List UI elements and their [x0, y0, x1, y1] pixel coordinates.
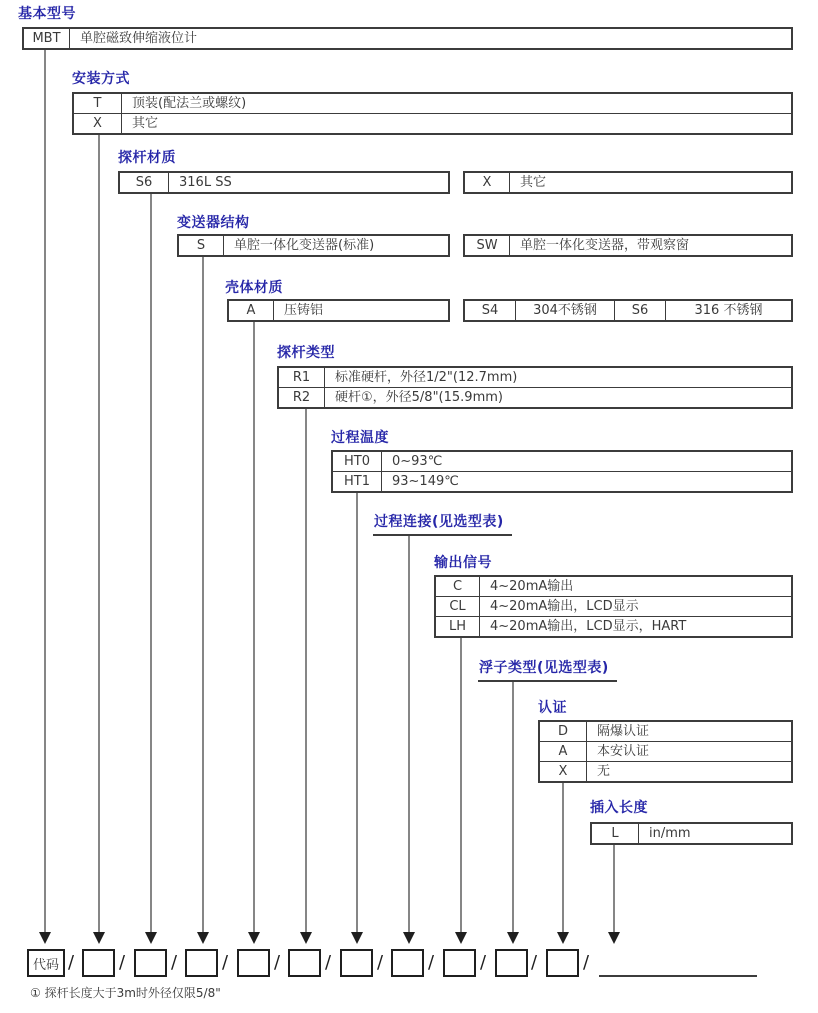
table-row	[465, 301, 791, 320]
table-row	[465, 173, 791, 192]
desc-cell: 本安认证	[597, 744, 650, 759]
connector-line-mounting	[98, 134, 100, 932]
table-row	[333, 471, 791, 491]
desc-cell: 隔爆认证	[597, 724, 650, 739]
code-cell: LH	[436, 617, 480, 636]
section-title-process-connection: 过程连接(见选型表)	[373, 511, 512, 536]
desc-cell: in/mm	[649, 826, 691, 841]
down-arrow-icon	[39, 932, 51, 944]
desc-cell: 标准硬杆，外径1/2"(12.7mm)	[335, 370, 518, 385]
connector-line-transmitter-structure	[202, 255, 204, 932]
section-title-insertion-length: 插入长度	[590, 800, 648, 816]
section-title-basic-model: 基本型号	[18, 6, 76, 22]
code-cell: R2	[279, 388, 325, 407]
code-cell: C	[436, 577, 480, 596]
table-row	[333, 452, 791, 471]
table-row	[540, 722, 791, 741]
code-cell: A	[229, 301, 274, 320]
desc-cell: 压铸铝	[284, 303, 324, 318]
down-arrow-icon	[93, 932, 105, 944]
section-title-probe-type: 探杆类型	[277, 345, 335, 361]
table-row	[436, 596, 791, 616]
transmitter-structure-table	[177, 234, 450, 257]
code-cell: S6	[120, 173, 169, 192]
section-title-float-type: 浮子类型(见选型表)	[478, 657, 617, 682]
connector-line-probe-type	[305, 408, 307, 932]
table-row	[436, 577, 791, 596]
down-arrow-icon	[403, 932, 415, 944]
basic-model-table	[22, 27, 793, 50]
code-entry-box-output-signal	[443, 949, 476, 977]
table-row	[279, 368, 791, 387]
connector-line-process-temperature	[356, 493, 358, 932]
footnote: ① 探杆长度大于3m时外径仅限5/8"	[30, 986, 221, 1000]
table-row	[74, 94, 791, 113]
code-cell: L	[592, 824, 639, 843]
code-cell: X	[74, 114, 122, 133]
table-row	[229, 301, 448, 320]
down-arrow-icon	[455, 932, 467, 944]
connector-line-float-type	[512, 680, 514, 932]
transmitter-structure-side-table	[463, 234, 793, 257]
separator: /	[222, 952, 229, 973]
separator: /	[428, 952, 435, 973]
connector-line-process-connection	[408, 534, 410, 932]
separator: /	[480, 952, 487, 973]
desc-cell: 4~20mA输出，LCD显示	[490, 599, 639, 614]
probe-type-table	[277, 366, 793, 409]
code-cell: X	[465, 173, 510, 192]
down-arrow-icon	[248, 932, 260, 944]
code-entry-box-housing-material	[237, 949, 270, 977]
output-signal-table	[434, 575, 793, 638]
table-row	[436, 616, 791, 636]
table-row	[540, 741, 791, 761]
desc-cell: 93~149℃	[392, 474, 459, 489]
separator: /	[274, 952, 281, 973]
housing-material-table	[227, 299, 450, 322]
connector-line-basic-model	[44, 48, 46, 932]
code-entry-box-probe-material	[134, 949, 167, 977]
down-arrow-icon	[351, 932, 363, 944]
code-cell: T	[74, 94, 122, 113]
table-row	[592, 824, 791, 843]
desc-cell: 无	[597, 764, 611, 779]
desc-cell: 单腔一体化变送器(标准)	[234, 238, 375, 253]
certification-table	[538, 720, 793, 783]
desc-cell: 316 不锈钢	[694, 303, 763, 318]
table-row	[540, 761, 791, 781]
code-entry-box-probe-type	[288, 949, 321, 977]
separator: /	[171, 952, 178, 973]
probe-material-side-table	[463, 171, 793, 194]
code-entry-box-certification	[546, 949, 579, 977]
code-entry-box-process-connection	[391, 949, 424, 977]
code-cell: S4	[465, 301, 516, 320]
connector-line-insertion-length	[613, 844, 615, 932]
desc-cell: 单腔一体化变送器，带观察窗	[520, 238, 690, 253]
insertion-length-table	[590, 822, 793, 845]
housing-material-side-table	[463, 299, 793, 322]
desc-cell: 304不锈钢	[516, 301, 615, 320]
code-cell: CL	[436, 597, 480, 616]
separator: /	[583, 952, 590, 973]
code-cell: SW	[465, 236, 510, 255]
down-arrow-icon	[197, 932, 209, 944]
code-cell: R1	[279, 368, 325, 387]
down-arrow-icon	[557, 932, 569, 944]
code-cell: X	[540, 762, 587, 781]
desc-cell: 单腔磁致伸缩液位计	[80, 31, 198, 46]
section-title-transmitter-structure: 变送器结构	[177, 215, 250, 231]
code-cell: S6	[615, 301, 666, 320]
section-title-housing-material: 壳体材质	[225, 280, 283, 296]
insertion-length-blank-line	[599, 975, 757, 977]
section-title-mounting: 安装方式	[72, 71, 130, 87]
table-row	[465, 236, 791, 255]
table-row	[24, 29, 791, 48]
section-title-certification: 认证	[538, 700, 567, 716]
section-title-probe-material: 探杆材质	[118, 150, 176, 166]
code-entry-box-process-temperature	[340, 949, 373, 977]
down-arrow-icon	[608, 932, 620, 944]
code-entry-box-mounting	[82, 949, 115, 977]
code-label-box: 代码	[27, 949, 65, 977]
separator: /	[325, 952, 332, 973]
connector-line-output-signal	[460, 638, 462, 932]
separator: /	[531, 952, 538, 973]
process-temperature-table	[331, 450, 793, 493]
separator: /	[68, 952, 75, 973]
code-cell: HT0	[333, 452, 382, 471]
down-arrow-icon	[145, 932, 157, 944]
desc-cell: 316L SS	[179, 175, 232, 190]
desc-cell: 顶装(配法兰或螺纹)	[132, 96, 247, 111]
code-cell: MBT	[24, 29, 70, 48]
code-cell: A	[540, 742, 587, 761]
code-cell: S	[179, 236, 224, 255]
connector-line-housing-material	[253, 320, 255, 932]
code-cell: HT1	[333, 472, 382, 491]
code-entry-box-transmitter-structure	[185, 949, 218, 977]
separator: /	[377, 952, 384, 973]
section-title-output-signal: 输出信号	[434, 555, 492, 571]
connector-line-probe-material	[150, 192, 152, 932]
desc-cell: 4~20mA输出	[490, 579, 574, 594]
desc-cell: 其它	[520, 175, 547, 190]
table-row	[74, 113, 791, 133]
code-entry-box-float-type	[495, 949, 528, 977]
mounting-table	[72, 92, 793, 135]
desc-cell: 4~20mA输出，LCD显示，HART	[490, 619, 687, 634]
table-row	[279, 387, 791, 407]
desc-cell: 0~93℃	[392, 454, 443, 469]
section-title-process-temperature: 过程温度	[331, 430, 389, 446]
desc-cell: 其它	[132, 116, 159, 131]
desc-cell: 硬杆①，外径5/8"(15.9mm)	[335, 390, 503, 405]
separator: /	[119, 952, 126, 973]
table-row	[120, 173, 448, 192]
probe-material-table	[118, 171, 450, 194]
down-arrow-icon	[507, 932, 519, 944]
connector-line-certification	[562, 783, 564, 932]
code-cell: D	[540, 722, 587, 741]
table-row	[179, 236, 448, 255]
down-arrow-icon	[300, 932, 312, 944]
